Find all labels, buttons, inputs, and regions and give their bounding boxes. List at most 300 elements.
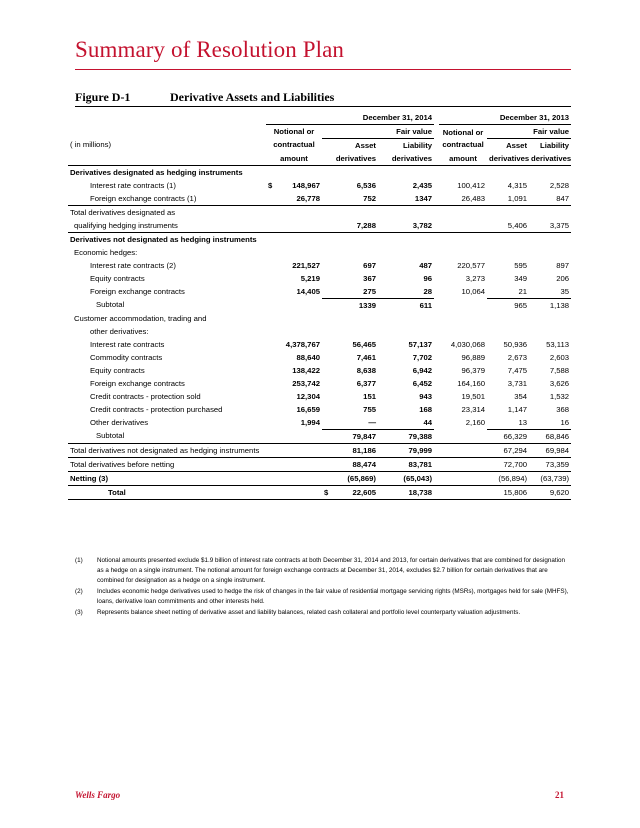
table-row	[68, 206, 571, 220]
value-cell	[378, 430, 434, 444]
currency-symbol: $	[324, 487, 329, 497]
footnote-text: Notional amounts presented exclude $1.9 billion of interest rate contracts at both December 31, 2014 and 2013, for certain derivatives that are combined for designation as a hedge on a single instrument. The notional amount for foreign exchange contracts at December 31, 2014, excludes $2.7 billion for certain derivatives that are combined for designation as a hedge on a single instrument.	[97, 557, 565, 584]
value-cell	[266, 390, 322, 403]
cell-value: (65,869)	[347, 473, 376, 483]
row-label: Foreign exchange contracts	[90, 378, 185, 388]
table-row	[68, 166, 571, 180]
cell-value: 96	[423, 273, 433, 283]
row-label: Equity contracts	[90, 273, 145, 283]
cell-value: 4,030,068	[450, 339, 486, 349]
value-cell	[487, 351, 529, 364]
cell-value: 164,160	[457, 378, 486, 388]
value-cell	[266, 246, 322, 259]
value-cell	[266, 233, 322, 247]
contractual-header-2013: contractual	[442, 140, 484, 150]
value-cell	[322, 246, 378, 259]
value-cell	[322, 299, 378, 313]
cell-value: —	[368, 417, 376, 427]
value-cell	[529, 259, 571, 272]
value-cell	[322, 192, 378, 206]
value-cell	[487, 364, 529, 377]
value-cell	[266, 416, 322, 430]
value-cell	[378, 390, 434, 403]
value-cell	[266, 179, 322, 192]
value-cell	[322, 166, 378, 180]
cell-value: 7,288	[356, 220, 376, 230]
value-cell	[529, 192, 571, 206]
value-cell	[529, 246, 571, 259]
derivatives-table	[68, 111, 571, 500]
cell-value: 68,846	[545, 431, 570, 441]
liability-derivatives-header-2014: derivatives	[378, 152, 434, 166]
value-cell	[378, 246, 434, 259]
cell-value: 69,984	[545, 445, 570, 455]
cell-value: 2,673	[507, 352, 528, 362]
cell-value: 35	[560, 286, 570, 296]
value-cell	[266, 285, 322, 299]
currency-symbol: $	[268, 180, 273, 190]
cell-value: 56,465	[352, 339, 376, 349]
cell-value: 19,501	[461, 391, 486, 401]
cell-value: 8,638	[356, 365, 376, 375]
value-cell	[529, 233, 571, 247]
cell-value: 4,378,767	[285, 339, 320, 349]
value-cell	[439, 364, 487, 377]
value-cell	[378, 472, 434, 486]
asset-derivatives-header-2014: derivatives	[322, 152, 378, 166]
cell-value: 66,329	[503, 431, 528, 441]
value-cell	[378, 179, 434, 192]
value-cell	[266, 444, 322, 458]
cell-value: 151	[363, 391, 376, 401]
value-cell	[378, 403, 434, 416]
cell-value: 755	[363, 404, 376, 414]
value-cell	[487, 458, 529, 472]
value-cell	[439, 377, 487, 390]
row-label: Interest rate contracts	[90, 339, 165, 349]
table-row	[68, 364, 571, 377]
value-cell	[322, 364, 378, 377]
cell-value: 253,742	[292, 378, 320, 388]
table-row	[68, 351, 571, 364]
value-cell	[439, 272, 487, 285]
cell-value: 2,603	[549, 352, 570, 362]
row-label: Total derivatives designated as	[68, 206, 266, 220]
value-cell	[487, 403, 529, 416]
value-cell	[266, 364, 322, 377]
value-cell	[487, 219, 529, 233]
cell-value: 79,847	[352, 431, 376, 441]
value-cell	[439, 312, 487, 325]
cell-value: 1347	[414, 193, 433, 203]
footnote-text: Represents balance sheet netting of derivative asset and liability balances, related cash collateral and portfolio level counterparty valuation adjustments.	[97, 609, 521, 616]
cell-value: 10,064	[461, 286, 486, 296]
cell-value: 1339	[358, 300, 376, 310]
cell-value: 5,219	[300, 273, 320, 283]
footnote	[75, 587, 571, 607]
value-cell	[378, 285, 434, 299]
value-cell	[322, 390, 378, 403]
table-row	[68, 312, 571, 325]
value-cell	[266, 430, 322, 444]
value-cell	[378, 219, 434, 233]
value-cell	[322, 233, 378, 247]
cell-value: 148,967	[292, 180, 320, 190]
value-cell	[266, 472, 322, 486]
cell-value: 221,527	[292, 260, 320, 270]
value-cell	[322, 377, 378, 390]
value-cell	[439, 351, 487, 364]
notional-header-2013: Notional or	[442, 127, 484, 137]
table-row	[68, 192, 571, 206]
table-row	[68, 403, 571, 416]
header-row-2	[68, 139, 571, 153]
value-cell	[529, 312, 571, 325]
cell-value: 96,379	[461, 365, 486, 375]
cell-value: 73,359	[545, 459, 570, 469]
cell-value: 5,406	[507, 220, 528, 230]
value-cell	[378, 338, 434, 351]
value-cell	[439, 390, 487, 403]
cell-value: 28	[423, 286, 433, 296]
table-row	[68, 272, 571, 285]
value-cell	[529, 206, 571, 220]
value-cell	[322, 444, 378, 458]
cell-value: 1,994	[300, 417, 320, 427]
row-label: Foreign exchange contracts (1)	[90, 193, 197, 203]
cell-value: 83,781	[408, 459, 433, 469]
value-cell	[487, 377, 529, 390]
value-cell	[529, 351, 571, 364]
cell-value: 349	[514, 273, 528, 283]
value-cell	[439, 299, 487, 313]
row-label: Interest rate contracts (1)	[90, 180, 176, 190]
cell-value: 57,137	[408, 339, 433, 349]
value-cell	[378, 166, 434, 180]
cell-value: 487	[419, 260, 433, 270]
value-cell	[529, 299, 571, 313]
asset-header-2013: Asset	[506, 140, 528, 150]
value-cell	[487, 312, 529, 325]
value-cell	[529, 338, 571, 351]
value-cell	[439, 206, 487, 220]
row-label: Economic hedges:	[74, 247, 138, 257]
value-cell	[487, 285, 529, 299]
value-cell	[487, 325, 529, 338]
table-row	[68, 325, 571, 338]
table-row	[68, 179, 571, 192]
cell-value: 1,532	[549, 391, 570, 401]
table-row	[68, 486, 571, 500]
cell-value: 53,113	[546, 339, 570, 349]
value-cell	[487, 486, 529, 500]
value-cell	[322, 312, 378, 325]
cell-value: 7,475	[507, 365, 528, 375]
value-cell	[378, 325, 434, 338]
value-cell	[529, 325, 571, 338]
value-cell	[378, 192, 434, 206]
value-cell	[487, 206, 529, 220]
value-cell	[487, 192, 529, 206]
row-label: Total	[68, 486, 266, 500]
cell-value: 367	[363, 273, 376, 283]
cell-value: 611	[419, 300, 433, 310]
value-cell	[529, 285, 571, 299]
value-cell	[322, 219, 378, 233]
value-cell	[322, 472, 378, 486]
cell-value: 9,620	[549, 487, 570, 497]
table-row	[68, 390, 571, 403]
value-cell	[439, 444, 487, 458]
value-cell	[529, 403, 571, 416]
value-cell	[439, 403, 487, 416]
cell-value: (65,043)	[403, 473, 433, 483]
value-cell	[529, 444, 571, 458]
value-cell	[529, 486, 571, 500]
row-label: qualifying hedging instruments	[74, 220, 178, 230]
cell-value: 12,304	[296, 391, 320, 401]
period-2014: December 31, 2014	[266, 111, 434, 125]
table-row	[68, 377, 571, 390]
cell-value: 354	[514, 391, 528, 401]
value-cell	[378, 351, 434, 364]
value-cell	[439, 486, 487, 500]
value-cell	[322, 285, 378, 299]
value-cell	[266, 259, 322, 272]
period-2013: December 31, 2013	[439, 111, 571, 125]
asset-header-2014: Asset	[355, 140, 376, 150]
row-label: Commodity contracts	[90, 352, 163, 362]
fair-value-header-2014: Fair value	[322, 125, 434, 139]
value-cell	[322, 338, 378, 351]
value-cell	[487, 430, 529, 444]
value-cell	[529, 416, 571, 430]
value-cell	[322, 206, 378, 220]
cell-value: 16	[560, 417, 570, 427]
table-row	[68, 430, 571, 444]
value-cell	[439, 325, 487, 338]
cell-value: 138,422	[292, 365, 320, 375]
table-row	[68, 472, 571, 486]
value-cell	[487, 166, 529, 180]
cell-value: 595	[514, 260, 528, 270]
cell-value: 81,186	[352, 445, 376, 455]
cell-value: 1,091	[507, 193, 528, 203]
value-cell	[378, 233, 434, 247]
row-label: Credit contracts - protection sold	[90, 391, 201, 401]
figure-divider	[75, 106, 571, 107]
value-cell	[439, 219, 487, 233]
footnotes	[75, 556, 571, 619]
cell-value: 943	[419, 391, 433, 401]
amount-header-2013: amount	[439, 152, 487, 166]
value-cell	[378, 444, 434, 458]
cell-value: 275	[363, 286, 376, 296]
cell-value: 7,588	[549, 365, 570, 375]
cell-value: 79,999	[408, 445, 433, 455]
row-label: Credit contracts - protection purchased	[90, 404, 223, 414]
title-divider	[75, 69, 571, 70]
contractual-header-2014: contractual	[273, 140, 315, 150]
row-label: Other derivatives	[90, 417, 149, 427]
cell-value: 965	[514, 300, 528, 310]
cell-value: 13	[518, 417, 528, 427]
cell-value: (63,739)	[540, 473, 570, 483]
value-cell	[378, 416, 434, 430]
value-cell	[439, 166, 487, 180]
liability-header-2014: Liability	[402, 140, 433, 150]
cell-value: 96,889	[461, 352, 486, 362]
table-row	[68, 219, 571, 233]
value-cell	[378, 206, 434, 220]
unit-label: ( in millions)	[70, 140, 112, 150]
cell-value: 88,640	[296, 352, 320, 362]
footer-brand: Wells Fargo	[75, 790, 121, 800]
page-title: Summary of Resolution Plan	[75, 37, 345, 62]
cell-value: 26,483	[461, 193, 486, 203]
value-cell	[378, 259, 434, 272]
value-cell	[529, 472, 571, 486]
value-cell	[266, 166, 322, 180]
cell-value: 6,536	[356, 180, 376, 190]
cell-value: 220,577	[457, 260, 486, 270]
value-cell	[487, 259, 529, 272]
value-cell	[439, 416, 487, 430]
value-cell	[487, 272, 529, 285]
value-cell	[529, 166, 571, 180]
value-cell	[529, 430, 571, 444]
value-cell	[322, 486, 378, 500]
value-cell	[378, 272, 434, 285]
cell-value: 88,474	[352, 459, 376, 469]
cell-value: 7,702	[412, 352, 433, 362]
period-header-row	[68, 111, 571, 125]
row-label: Foreign exchange contracts	[90, 286, 185, 296]
value-cell	[322, 325, 378, 338]
cell-value: 3,626	[549, 378, 570, 388]
cell-value: 206	[556, 273, 570, 283]
value-cell	[378, 364, 434, 377]
value-cell	[378, 299, 434, 313]
amount-header-2014: amount	[266, 152, 322, 166]
table-row	[68, 285, 571, 299]
value-cell	[266, 351, 322, 364]
figure-title: Derivative Assets and Liabilities	[170, 90, 335, 104]
row-label: Derivatives not designated as hedging instruments	[68, 233, 266, 247]
value-cell	[487, 246, 529, 259]
cell-value: 752	[363, 193, 376, 203]
row-label: Netting (3)	[68, 472, 266, 486]
cell-value: 2,435	[412, 180, 433, 190]
value-cell	[487, 179, 529, 192]
cell-value: 897	[556, 260, 570, 270]
value-cell	[529, 390, 571, 403]
table-row	[68, 299, 571, 313]
value-cell	[439, 259, 487, 272]
value-cell	[439, 338, 487, 351]
value-cell	[266, 458, 322, 472]
value-cell	[322, 179, 378, 192]
footnote-key: (3)	[75, 609, 83, 616]
footnote-key: (2)	[75, 588, 83, 595]
table-row	[68, 233, 571, 247]
cell-value: 16,659	[296, 404, 320, 414]
asset-derivatives-header-2013: derivatives	[487, 152, 529, 166]
value-cell	[266, 377, 322, 390]
value-cell	[322, 351, 378, 364]
row-label: Derivatives designated as hedging instruments	[70, 167, 243, 177]
cell-value: 2,160	[465, 417, 486, 427]
row-label: Total derivatives not designated as hedging instruments	[68, 444, 266, 458]
value-cell	[529, 364, 571, 377]
value-cell	[529, 377, 571, 390]
header-row-1	[68, 125, 571, 139]
cell-value: 3,273	[465, 273, 486, 283]
value-cell	[266, 272, 322, 285]
value-cell	[322, 430, 378, 444]
footnote	[75, 556, 571, 586]
row-label: Subtotal	[96, 431, 125, 441]
cell-value: 368	[556, 404, 570, 414]
cell-value: 7,461	[356, 352, 376, 362]
cell-value: 6,377	[356, 378, 376, 388]
row-label: Interest rate contracts (2)	[90, 260, 176, 270]
value-cell	[322, 403, 378, 416]
value-cell	[322, 259, 378, 272]
value-cell	[378, 458, 434, 472]
row-label: Total derivatives before netting	[68, 458, 266, 472]
cell-value: 44	[423, 417, 433, 427]
value-cell	[439, 192, 487, 206]
liability-derivatives-header-2013: derivatives	[529, 152, 571, 166]
value-cell	[266, 486, 322, 500]
table-row	[68, 259, 571, 272]
header-row-3	[68, 152, 571, 166]
value-cell	[529, 219, 571, 233]
cell-value: 697	[363, 260, 376, 270]
cell-value: 72,700	[503, 459, 528, 469]
table-row	[68, 444, 571, 458]
value-cell	[266, 403, 322, 416]
cell-value: 3,375	[549, 220, 570, 230]
value-cell	[266, 206, 322, 220]
value-cell	[439, 430, 487, 444]
value-cell	[487, 338, 529, 351]
value-cell	[487, 444, 529, 458]
cell-value: 1,147	[507, 404, 528, 414]
table-row	[68, 416, 571, 430]
value-cell	[266, 219, 322, 233]
row-label: Customer accommodation, trading and	[74, 313, 207, 323]
cell-value: 3,731	[507, 378, 528, 388]
value-cell	[487, 472, 529, 486]
value-cell	[487, 416, 529, 430]
value-cell	[439, 179, 487, 192]
value-cell	[266, 325, 322, 338]
value-cell	[266, 338, 322, 351]
value-cell	[322, 458, 378, 472]
value-cell	[487, 390, 529, 403]
cell-value: 50,936	[503, 339, 528, 349]
footnote-text: Includes economic hedge derivatives used to hedge the risk of changes in the fair value of residential mortgage servicing rights (MSRs), mortgages held for sale (MHFS), loans, derivative loan commitments and other interests held.	[97, 588, 569, 605]
cell-value: 1,138	[549, 300, 570, 310]
value-cell	[266, 192, 322, 206]
table-row	[68, 246, 571, 259]
value-cell	[378, 486, 434, 500]
value-cell	[378, 377, 434, 390]
value-cell	[439, 458, 487, 472]
cell-value: 79,388	[408, 431, 433, 441]
